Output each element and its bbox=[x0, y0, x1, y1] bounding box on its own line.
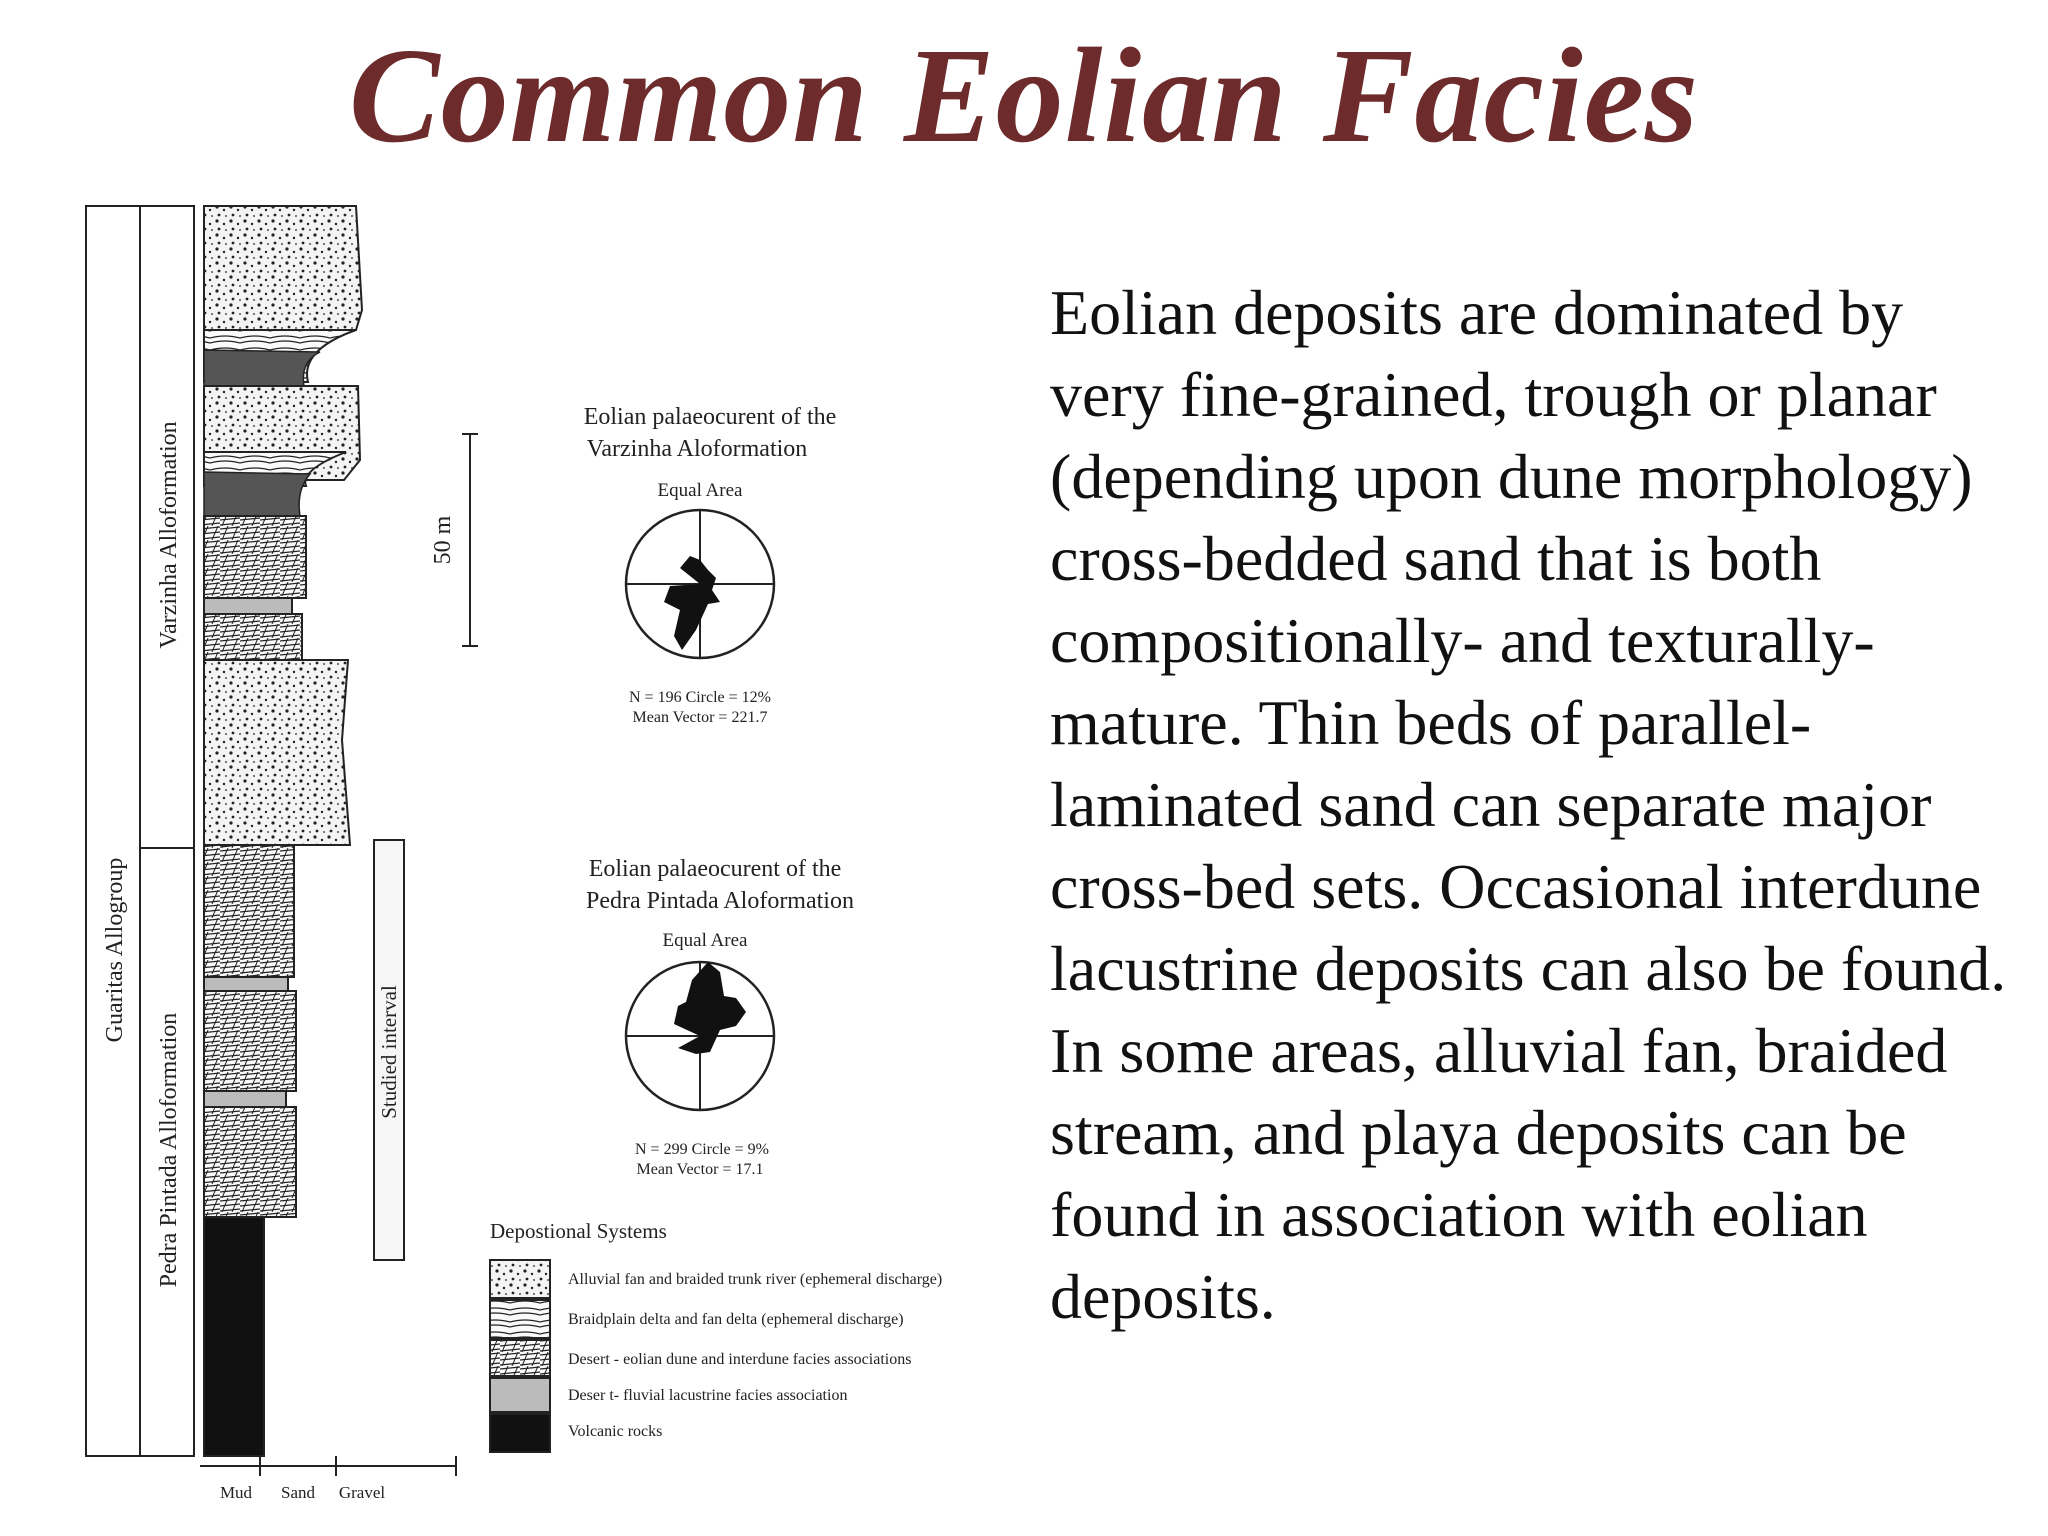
rose-upper-projection: Equal Area bbox=[657, 480, 743, 501]
allogroup-label: Guaritas Allogroup bbox=[102, 857, 128, 1043]
legend-item-alluvial: Alluvial fan and braided trunk river (ephemeral discharge) bbox=[568, 1271, 943, 1288]
allogroup-box bbox=[86, 206, 140, 1456]
legend-item-lacustrine: Deser t- fluvial lacustrine facies association bbox=[568, 1387, 848, 1404]
legend-item-eolian: Desert - eolian dune and interdune facies associations bbox=[568, 1351, 912, 1368]
studied-interval-label: Studied interval bbox=[377, 985, 401, 1119]
axis-label-gravel: Gravel bbox=[338, 1483, 386, 1502]
scale-bar-label: 50 m bbox=[430, 515, 456, 565]
lower-unit-label: Pedra Pintada Alloformation bbox=[156, 1012, 182, 1288]
rose-lower-stats-2: Mean Vector = 17.1 bbox=[636, 1161, 764, 1178]
lithologic-column bbox=[204, 206, 362, 1456]
rose-lower-title-2: Pedra Pintada Aloformation bbox=[586, 888, 854, 914]
rose-lower-title-1: Eolian palaeocurent of the bbox=[588, 856, 842, 882]
rose-diagram-varzinha bbox=[584, 404, 837, 726]
rose-lower-projection: Equal Area bbox=[662, 930, 748, 951]
stratigraphic-figure bbox=[60, 190, 1020, 1520]
slide-title: Common Eolian Facies bbox=[349, 21, 1699, 171]
stratigraphic-column-diagram bbox=[60, 190, 1020, 1520]
legend-title: Depostional Systems bbox=[490, 1219, 667, 1243]
rose-lower-stats-1: N = 299 Circle = 9% bbox=[634, 1141, 770, 1158]
axis-label-mud: Mud bbox=[219, 1483, 253, 1502]
rose-upper-stats-2: Mean Vector = 221.7 bbox=[632, 709, 768, 726]
rose-upper-title-2: Varzinha Aloformation bbox=[586, 436, 808, 462]
slide-body-text: Eolian deposits are dominated by very fine-grained, trough or planar (depending upon dune morphology) cross-bedded sand that is both compositionally- and texturally-mature. Thin beds of parallel-laminated sand can separate major cross-bed sets. Occasional interdune lacustrine deposits can also be found. In some areas, alluvial fan, braided stream, and playa deposits can be found in association with eolian deposits. bbox=[1050, 277, 2007, 1332]
rose-upper-stats-1: N = 196 Circle = 12% bbox=[628, 689, 772, 706]
grain-size-axis bbox=[200, 1456, 456, 1502]
rose-diagram-pedra-pintada bbox=[586, 856, 854, 1178]
upper-unit-label: Varzinha Alloformation bbox=[156, 421, 182, 649]
scale-bar bbox=[430, 434, 478, 646]
legend bbox=[490, 1219, 942, 1452]
legend-item-braidplain: Braidplain delta and fan delta (ephemeral discharge) bbox=[568, 1311, 904, 1328]
rose-upper-title-1: Eolian palaeocurent of the bbox=[583, 404, 837, 430]
axis-label-sand: Sand bbox=[281, 1483, 315, 1502]
legend-item-volcanic: Volcanic rocks bbox=[568, 1423, 663, 1440]
